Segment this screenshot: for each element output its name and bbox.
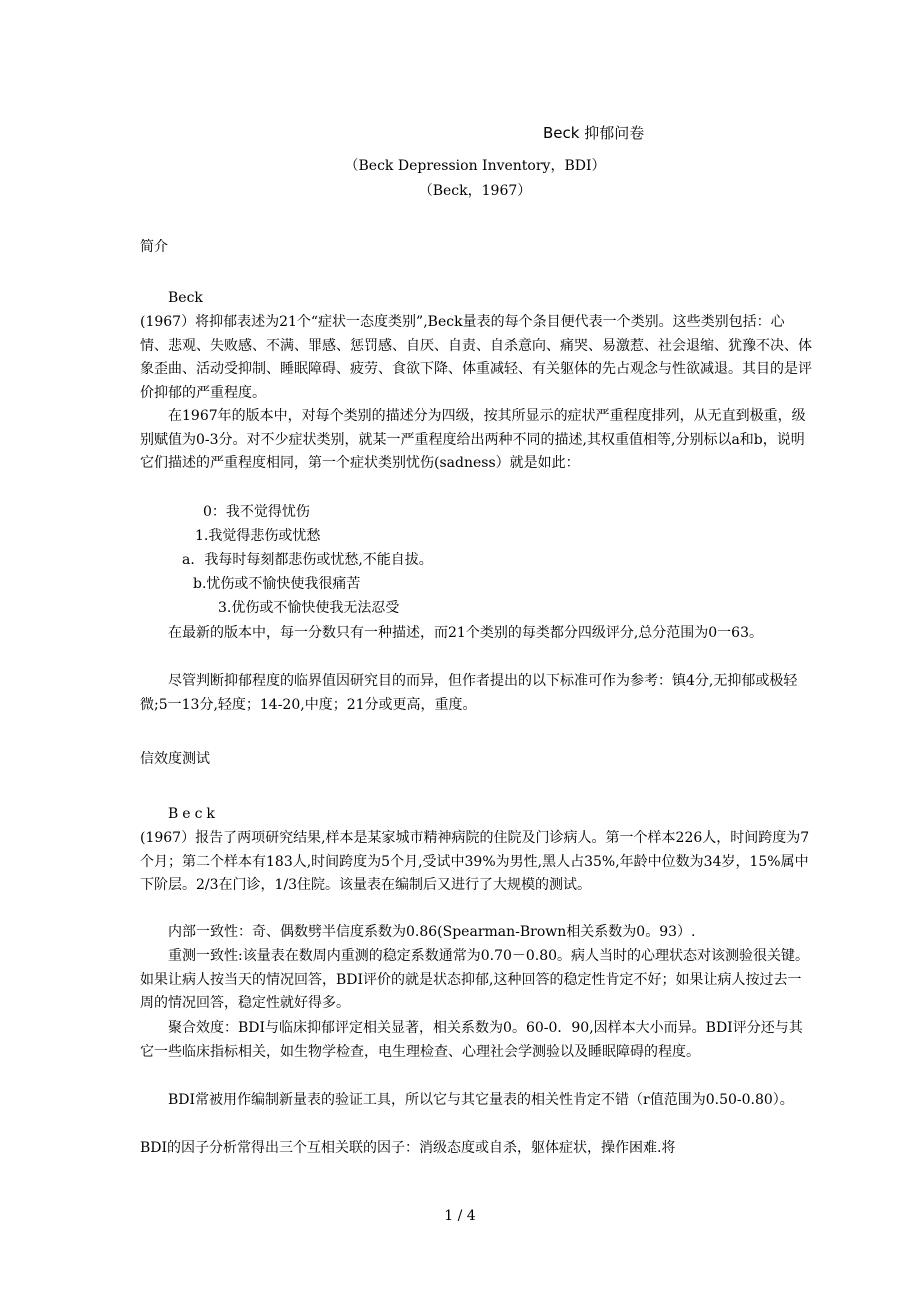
paragraph-text: (1967）报告了两项研究结果,样本是某家城市精神病院的住院及门诊病人。第一个样本226人，时间跨度为7个月；第二个样本有183人,时间跨度为5个月,受试中39%为男性,黑人占35%,年龄中位数为34岁，15%属中下阶层。2/3在门诊，1/3住院。该量表在编制后又进行了大规模的测试。 — [140, 830, 810, 894]
paragraph-text: BDI的因子分析常得出三个互相关联的因子：消级态度或自杀，躯体症状，操作困难.将 — [140, 1140, 676, 1156]
lead-word-beck: Beck — [168, 290, 203, 306]
paragraph-text: (1967）将抑郁表述为21个“症状一态度类别”,Beck量表的每个条目便代表一个类别。这些类别包括：心情、悲观、失败感、不满、罪感、惩罚感、自厌、自责、自杀意向、痛哭、易激惹、社会退缩、犹豫不决、体象歪曲、活动受抑制、睡眠障碍、疲劳、食欲下降、体重减轻、有关躯体的先占观念与性欲减退。其目的是评价抑郁的严重程度。 — [140, 314, 812, 401]
paragraph-text: 尽管判断抑郁程度的临界值因研究目的而异，但作者提出的以下标准可作为参考：镇4分,无抑郁或极轻微;5一13分,轻度；14-20,中度；21分或更高，重度。 — [140, 673, 798, 713]
paragraph-text: 在1967年的版本中，对每个类别的描述分为四级，按其所显示的症状严重程度排列，从无直到极重，级别赋值为0-3分。对不少症状类别，就某一严重程度给出两种不同的描述,其权重值相等,分别标以a和b，说明它们描述的严重程度相同，第一个症状类别忧伤(sadness）就是如此： — [140, 408, 806, 472]
paragraph-text: 聚合效度：BDI与临床抑郁评定相关显著，相关系数为0。60-0．90,因样本大小而异。BDI评分还与其它一些临床指标相关，如生物学检查，电生理检查、心理社会学测验以及睡眠障碍的程度。 — [140, 1020, 803, 1060]
document-subtitle: （Beck Depression Inventory，BDI） — [344, 158, 606, 174]
reliability-paragraph-6 — [140, 1137, 812, 1161]
intro-paragraph-3 — [140, 622, 812, 646]
reliability-paragraph-4 — [140, 1017, 812, 1064]
paragraph-text: 在最新的版本中，每一分数只有一种描述，而21个类别的每类都分四级评分,总分范围为0一63。 — [168, 625, 763, 641]
section-heading-intro: 简介 — [140, 239, 168, 255]
document-citation: （Beck，1967） — [418, 183, 532, 199]
example-item-1: 1.我觉得悲伤或忧愁 — [195, 528, 321, 544]
example-item-3: 3.优伤或不愉快使我无法忍受 — [218, 600, 400, 616]
document-title: Beck 抑郁问卷 — [543, 124, 645, 142]
section-heading-reliability: 信效度测试 — [140, 751, 210, 767]
reliability-paragraph-2 — [140, 921, 812, 945]
example-item-b: b.忧伤或不愉快使我很痛苦 — [193, 576, 361, 592]
reliability-paragraph-1 — [140, 827, 812, 898]
example-item-a: a．我每时每刻都悲伤或忧愁,不能自拔。 — [182, 552, 433, 568]
paragraph-text: 重测一致性:该量表在数周内重测的稳定系数通常为0.70－0.80。病人当时的心理状态对该测验很关键。如果让病人按当天的情况回答，BDI评价的就是状态抑郁,这种回答的稳定性肯定不好；如果让病人按过去一周的情况回答，稳定性就好得多。 — [140, 948, 810, 1012]
page-indicator: 1 / 4 — [444, 1208, 476, 1224]
reliability-paragraph-5 — [140, 1089, 812, 1113]
example-item-0: 0：我不觉得忧伤 — [203, 504, 310, 520]
reliability-paragraph-3 — [140, 945, 812, 1016]
paragraph-text: 内部一致性：奇、偶数劈半信度系数为0.86(Spearman-Brown相关系数为0。93）. — [168, 924, 696, 940]
lead-word-beck-2: Beck — [168, 806, 219, 822]
intro-paragraph-1 — [140, 311, 812, 405]
paragraph-text: BDI常被用作编制新量表的验证工具，所以它与其它量表的相关性肯定不错（r值范围为0.50-0.80）。 — [168, 1092, 794, 1108]
intro-paragraph-4 — [140, 670, 812, 717]
intro-paragraph-2 — [140, 405, 812, 476]
